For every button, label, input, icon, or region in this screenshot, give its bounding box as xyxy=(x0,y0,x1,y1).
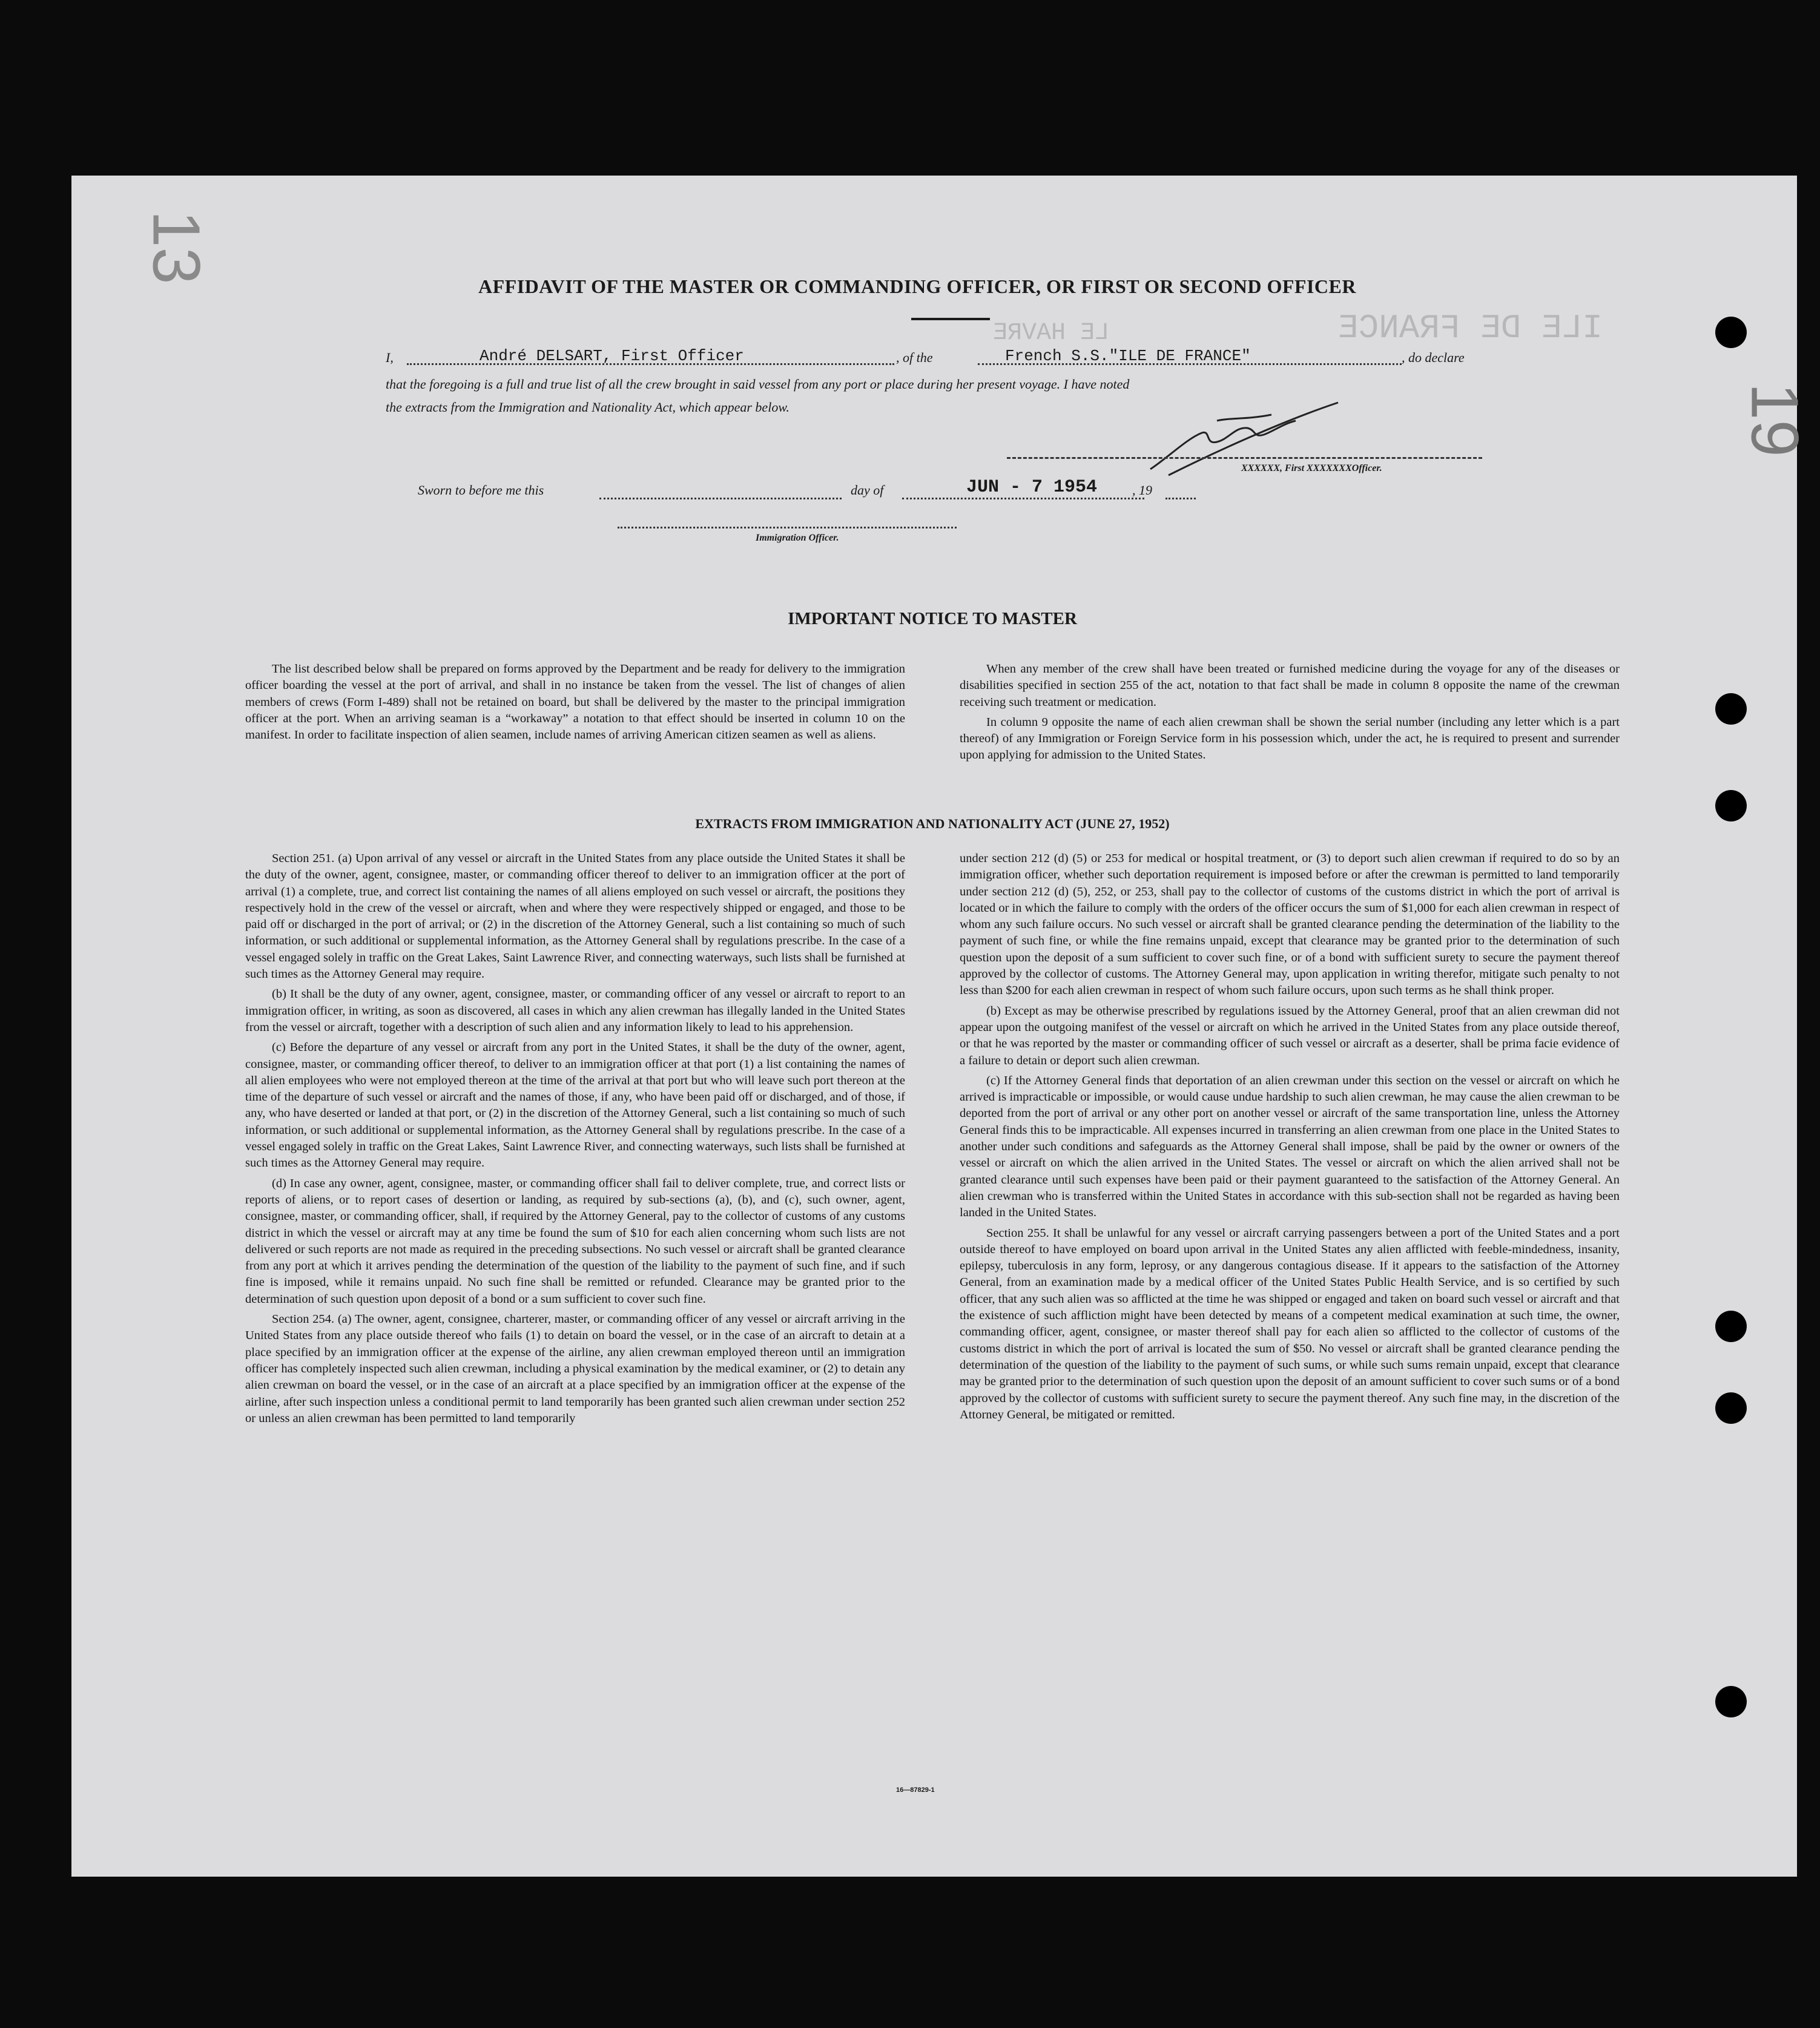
affidavit-i-label: I, xyxy=(386,350,394,365)
section-255: Section 255. It shall be unlawful for any vessel or aircraft carrying passengers between a port of the United States and a port outside thereof to have employed on board upon arrival in the United States any alien afflicted with feeble-mindedness, insanity, epilepsy, tuberculosis in any form, leprosy, or any dangerous contagious disease. If it appears to the satisfaction of the Attorney General, from an examination made by a medical officer of the United States Public Health Service, and is so certified by such officer, that any such alien was so afflicted at the time he was shipped or engaged and taken on board such vessel or aircraft and that the existence of such affliction might have been detected by means of a competent medical examination at such time, the owner, commanding officer, agent, consignee, or master thereof shall pay for each alien so afflicted to the collector of customs of the customs district in which the port of arrival is located the sum of $50. No vessel or aircraft shall be granted clearance pending the determination of the question of the liability to the payment of such sums, or while such sums remain unpaid, except that clearance may be granted prior to the determination of such question upon the deposit of an amount sufficient to cover such sums or of a bond approved by the collector of customs with sufficient surety to secure the payment thereof. Any such fine may, in the discretion of the Attorney General, be mitigated or remitted. xyxy=(960,1226,1620,1421)
bleed-through-port: LE HAVRE xyxy=(993,320,1110,347)
notice-title: IMPORTANT NOTICE TO MASTER xyxy=(788,609,1077,628)
sworn-label: Sworn to before me this xyxy=(418,482,544,498)
declarant-name: André DELSART, First Officer xyxy=(480,347,744,365)
year-line xyxy=(1166,498,1196,499)
bleed-through-vessel: ILE DE FRANCE xyxy=(1338,309,1603,347)
section-254c: (c) If the Attorney General finds that deportation of an alien crewman under this section on the vessel or aircraft on which he arrived is impracticable or impossible, or would cause undue hardship to such alien crewman, he may cause the alien crewman to be deported from the port of arrival or any other port on another vessel or aircraft of the same transportation line, unless the Attorney General finds this to be impracticable. All expenses incurred in transferring an alien crewman from one place in the United States to another under such conditions and safeguards as the Attorney General shall impose, shall be paid by the owner or owners of the vessel or aircraft on which the alien arrived in the United States. The vessel or aircraft on which the alien arrived shall not be granted clearance until such expenses have been paid or their payment guaranteed to the satisfaction of the Attorney General. An alien crewman who is transferred within the United States in accordance with this sub-section shall not be regarded as having been landed in the United States. xyxy=(960,1073,1620,1220)
punch-hole xyxy=(1715,1686,1747,1717)
affidavit-line-3: the extracts from the Immigration and Nationality Act, which appear below. xyxy=(386,400,790,415)
immigration-officer-line xyxy=(618,527,957,528)
affidavit-title: AFFIDAVIT OF THE MASTER OR COMMANDING OFFICER, OR FIRST OR SECOND OFFICER xyxy=(478,275,1356,297)
punch-hole xyxy=(1715,317,1747,348)
section-251b: (b) It shall be the duty of any owner, agent, consignee, master, or commanding officer of any vessel or aircraft to report to an immigration officer, in writing, as soon as discovered, all cases in which any alien crewman has illegally landed in the United States from the vessel or aircraft, together with a description of such alien and any information likely to lead to his apprehension. xyxy=(245,987,905,1034)
day-of-label: day of xyxy=(851,482,884,498)
punch-hole xyxy=(1715,1311,1747,1342)
year-label: , 19 xyxy=(1132,482,1152,498)
section-254b: (b) Except as may be otherwise prescribed by regulations issued by the Attorney General, proof that an alien crewman did not appear upon the outgoing manifest of the vessel or aircraft on which he arrived in the United States from any place outside thereof, or that he was reported by the master or commanding officer of such vessel or aircraft as a deserter, shall be prima facie evidence of a failure to detain or deport such alien crewman. xyxy=(960,1004,1620,1067)
notice-left-column xyxy=(245,661,905,743)
margin-page-number-left: 13 xyxy=(139,210,214,285)
do-declare-label: , do declare xyxy=(1402,350,1465,365)
section-251c: (c) Before the departure of any vessel or aircraft from any port in the United States, it shall be the duty of the owner, agent, consignee, master, or commanding officer thereof, to deliver to an immigration officer at that port (1) a list containing the names of all alien employees who were not employed thereon at the time of the arrival at that port but who will leave such port thereon at the time of the departure of such vessel or aircraft and the names of those, if any, who have been paid off or discharged, and of those, if any, who have deserted or landed at that port, or (2) in the discretion of the Attorney General, such a list containing so much of such information, or such additional or supplemental information, as the Attorney General shall by regulations prescribe. In the case of a vessel engaged solely in traffic on the Great Lakes, Saint Lawrence River, and connecting waterways, such lists shall be furnished at such times as the Attorney General may require. xyxy=(245,1041,905,1170)
punch-hole xyxy=(1715,1392,1747,1424)
margin-page-number-right: 19 xyxy=(1737,383,1812,457)
officer-caption: XXXXXX, First XXXXXXXOfficer. xyxy=(1241,463,1382,473)
notice-right-column xyxy=(960,661,1620,764)
vessel-name: French S.S."ILE DE FRANCE" xyxy=(1005,347,1251,365)
month-line xyxy=(902,498,1144,499)
extracts-title: EXTRACTS FROM IMMIGRATION AND NATIONALITY ACT (JUNE 27, 1952) xyxy=(695,816,1170,831)
officer-signature-line xyxy=(1007,457,1482,459)
punch-hole xyxy=(1715,790,1747,821)
immigration-officer-label: Immigration Officer. xyxy=(756,533,839,543)
section-251a: Section 251. (a) Upon arrival of any vessel or aircraft in the United States from any place outside the United States it shall be the duty of the owner, agent, consignee, master, or commanding officer thereof to deliver to an immigration officer at the port of arrival (1) a complete, true, and correct list containing the names of all aliens employed on such vessel or aircraft, the positions they respectively hold in the crew of the vessel or aircraft, when and where they were respectively shipped or engaged, and those to be paid off or discharged in the port of arrival; or (2) in the discretion of the Attorney General, such a list containing so much of such information, or such additional or supplemental information, as the Attorney General shall by regulations prescribe. In the case of a vessel engaged solely in traffic on the Great Lakes, Saint Lawrence River, and connecting waterways, such lists shall be furnished at such times as the Attorney General may require. xyxy=(245,852,905,981)
notice-right-paragraph-1: When any member of the crew shall have been treated or furnished medicine during the voyage for any of the diseases or disabilities specified in section 255 of the act, notation to that fact shall be made in column 8 opposite the name of the crewman receiving such treatment or medication. xyxy=(960,662,1620,709)
extracts-right-column xyxy=(960,851,1620,1423)
form-code: 16—87829-1 xyxy=(896,1786,935,1794)
sworn-day-line xyxy=(599,498,842,499)
notice-left-paragraph: The list described below shall be prepared on forms approved by the Department and be ready for delivery to the immigration officer boarding the vessel at the port of arrival, and shall in no instance be taken from the vessel. The list of changes of alien members of crews (Form I-489) shall not be retained on board, but shall be delivered by the master to the principal immigration officer at the port. When an arriving seaman is a “workaway” a notation to that effect should be inserted in column 10 on the manifest. In order to facilitate inspection of alien seamen, include names of arriving American citizen seamen as well as aliens. xyxy=(245,662,905,742)
punch-hole xyxy=(1715,693,1747,725)
date-stamp: JUN - 7 1954 xyxy=(966,477,1098,498)
section-254a-continued: under section 212 (d) (5) or 253 for medical or hospital treatment, or (3) to deport such alien crewman if required to do so by an immigration officer, whether such deportation requirement is imposed before or after the crewman is permitted to land temporarily under section 212 (d) (5), 252, or 253, shall pay to the collector of customs of the customs district in which the port of arrival is located or in which the failure to comply with the orders of the officer occurs the sum of $1,000 for each alien crewman in respect of whom any such failure occurs. No such vessel or aircraft shall be granted clearance pending the determination of the liability to the payment of such fine, or while the fine remains unpaid, except that clearance may be granted prior to the determination of such question upon the deposit of a sum sufficient to cover such fine, or of a bond with sufficient surety to secure the payment thereof approved by the collector of customs. The Attorney General may, upon application in writing therefor, mitigate such penalty to not less than $200 for each alien crewman in respect of whom such failure occurs, upon such terms as he shall think proper. xyxy=(960,852,1620,998)
affidavit-line-2: that the foregoing is a full and true list of all the crew brought in said vessel from any port or place during her present voyage. I have noted xyxy=(386,377,1130,392)
section-251d: (d) In case any owner, agent, consignee, master, or commanding officer shall fail to deliver complete, true, and correct lists or reports of aliens, or to report cases of desertion or landing, as required by sub-sections (a), (b), and (c), such owner, agent, consignee, master, or commanding officer, shall, if required by the Attorney General, pay to the collector of customs of any customs district in which the vessel or aircraft may at any time be found the sum of $10 for each alien concerning whom such lists are not delivered or such reports are not made as required in the preceding subsections. No such vessel or aircraft shall be granted clearance from any port at which it arrives pending the determination of the question of the liability to the payment of such fine, and if such fine is imposed, while it remains unpaid. No such fine shall be remitted or refunded. Clearance may be granted prior to the determination of such question upon deposit of a bond or a sum sufficient to cover such fine. xyxy=(245,1176,905,1306)
extracts-left-column xyxy=(245,851,905,1427)
section-254a: Section 254. (a) The owner, agent, consignee, charterer, master, or commanding officer of any vessel or aircraft arriving in the United States from any place outside thereof who fails (1) to detain on board the vessel, or in the case of an aircraft to detain at a place specified by an immigration officer at the expense of the airline, any alien crewman employed thereon until an immigration officer has completely inspected such alien crewman, including a physical examination by the medical examiner, or (2) to detain any alien crewman on board the vessel, or in the case of an aircraft at a place specified by an immigration officer at the expense of the airline, after such inspection unless a conditional permit to land temporarily has been granted such alien crewman under section 252 or unless an alien crewman has been permitted to land temporarily xyxy=(245,1312,905,1425)
notice-right-paragraph-2: In column 9 opposite the name of each alien crewman shall be shown the serial number (including any letter which is a part thereof) of any Immigration or Foreign Service form in his possession which, under the act, he is required to present and surrender upon applying for admission to the United States. xyxy=(960,715,1620,762)
of-the-label: , of the xyxy=(896,350,933,365)
title-rule xyxy=(911,318,990,320)
